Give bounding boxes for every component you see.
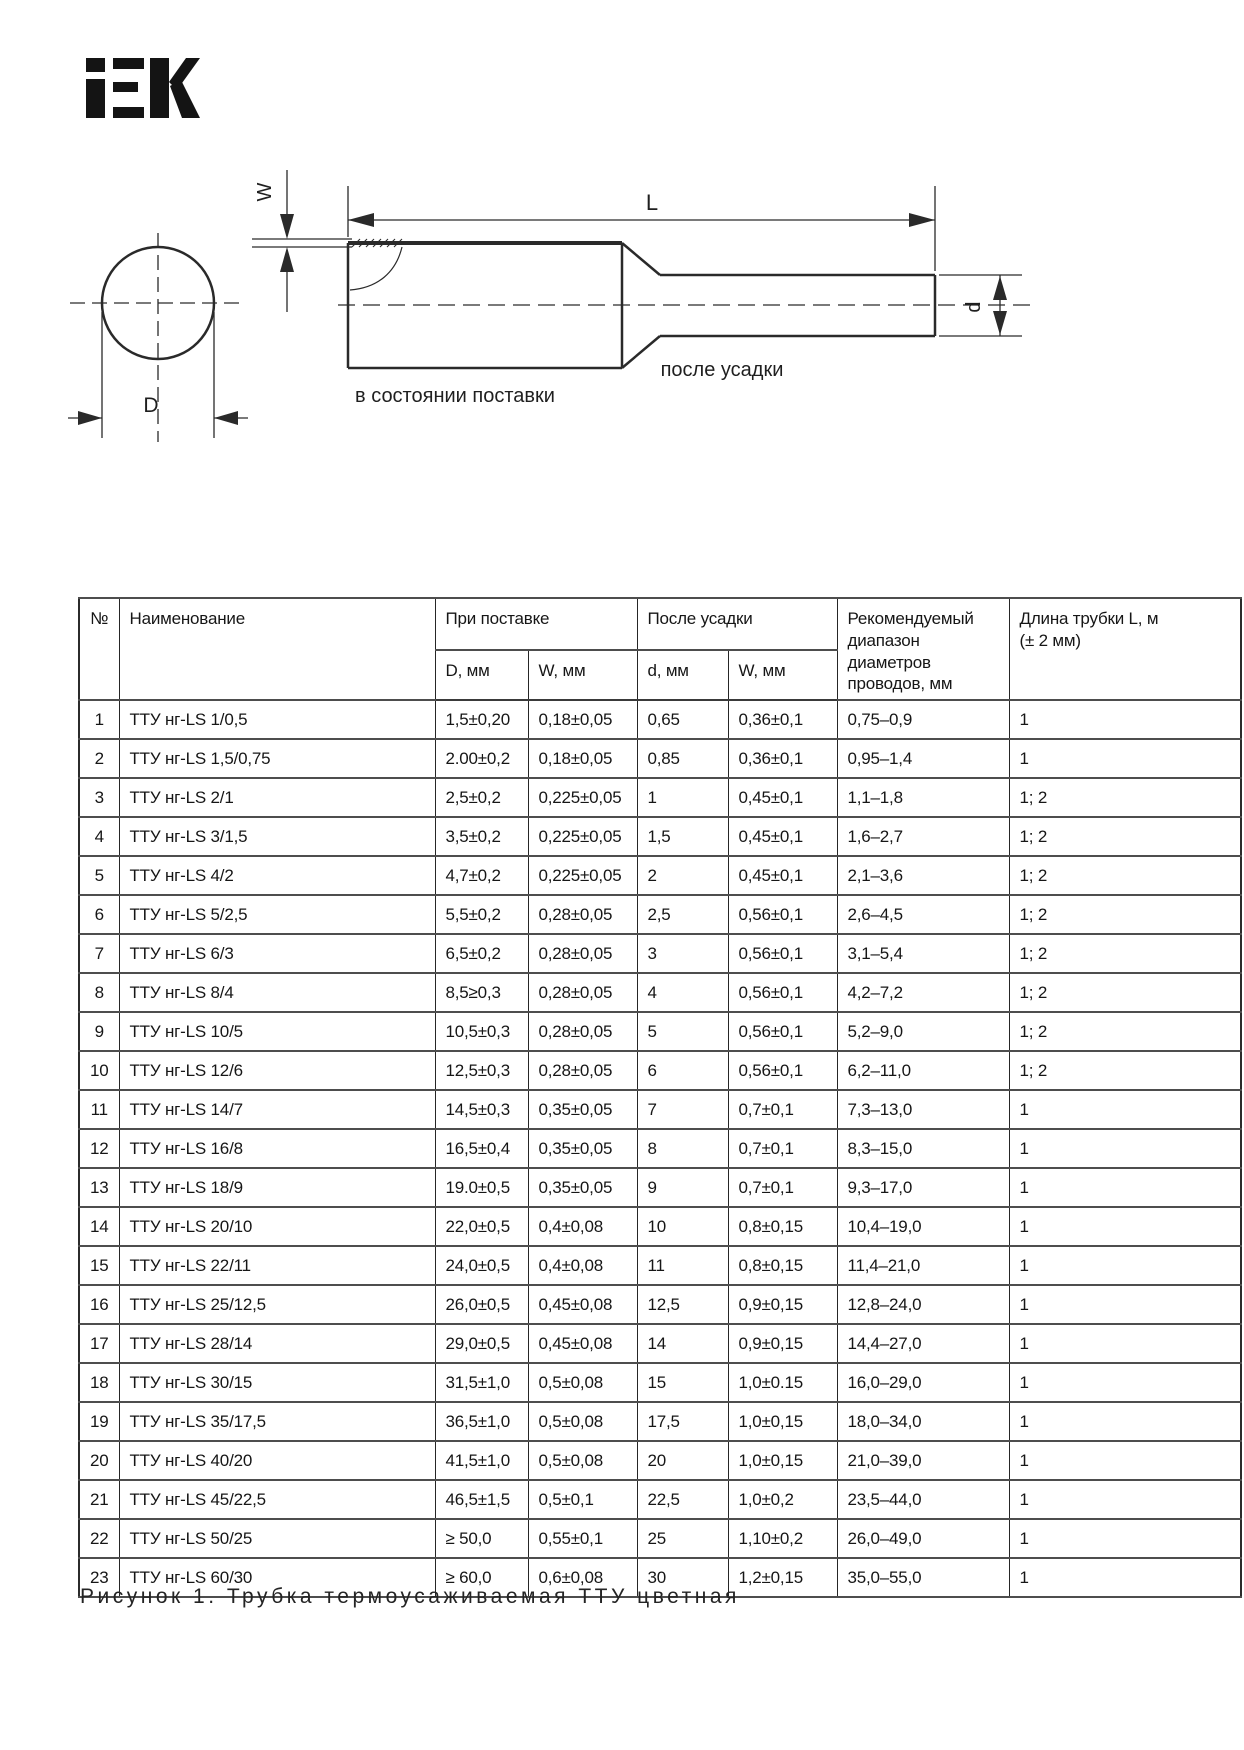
- shrunk-d-cell: 14: [637, 1324, 728, 1363]
- name-cell: ТТУ нг-LS 16/8: [119, 1129, 435, 1168]
- name-cell: ТТУ нг-LS 30/15: [119, 1363, 435, 1402]
- table-row: [79, 1051, 1241, 1090]
- row-number-cell: 3: [79, 778, 119, 817]
- table-row: [79, 973, 1241, 1012]
- logo-e-bottom-bar: [113, 107, 144, 118]
- supply-w-cell: 0,55±0,1: [528, 1519, 637, 1558]
- table-row: [79, 1207, 1241, 1246]
- supply-d-cell: 1,5±0,20: [435, 700, 528, 739]
- l-arrow-right: [909, 213, 935, 227]
- length-cell: 1: [1009, 1363, 1241, 1402]
- row-number-cell: 13: [79, 1168, 119, 1207]
- inner-wall-curve: [350, 247, 402, 290]
- w-arrow-down: [280, 214, 294, 239]
- shrunk-w-cell: 1,0±0,15: [728, 1402, 837, 1441]
- figure-caption: Рисунок 1. Трубка термоусаживаемая ТТУ цветная: [80, 1585, 740, 1608]
- header-tube-length-line2: (± 2 мм): [1019, 630, 1081, 650]
- shrunk-w-cell: 0,36±0,1: [728, 700, 837, 739]
- row-number-cell: 2: [79, 739, 119, 778]
- shrunk-d-cell: 7: [637, 1090, 728, 1129]
- name-cell: ТТУ нг-LS 18/9: [119, 1168, 435, 1207]
- shrunk-w-cell: 0,56±0,1: [728, 1012, 837, 1051]
- wire-range-cell: 5,2–9,0: [837, 1012, 1009, 1051]
- iek-logo: [86, 56, 200, 118]
- shrunk-d-cell: 3: [637, 934, 728, 973]
- supply-d-cell: ≥ 60,0: [435, 1558, 528, 1597]
- wire-range-cell: 2,1–3,6: [837, 856, 1009, 895]
- length-cell: 1: [1009, 1285, 1241, 1324]
- d-arrow-left: [78, 411, 102, 425]
- shrunk-d-cell: 17,5: [637, 1402, 728, 1441]
- name-cell: ТТУ нг-LS 12/6: [119, 1051, 435, 1090]
- small-d-arrow-down: [993, 311, 1007, 335]
- row-number-cell: 21: [79, 1480, 119, 1519]
- shrunk-d-cell: 0,65: [637, 700, 728, 739]
- table-row: [79, 1402, 1241, 1441]
- supply-w-cell: 0,225±0,05: [528, 817, 637, 856]
- supply-w-cell: 0,28±0,05: [528, 973, 637, 1012]
- shrunk-w-cell: 1,0±0,2: [728, 1480, 837, 1519]
- shrunk-w-cell: 0,8±0,15: [728, 1207, 837, 1246]
- l-arrow-left: [348, 213, 374, 227]
- supply-d-cell: 10,5±0,3: [435, 1012, 528, 1051]
- cone-top-edge: [622, 243, 660, 275]
- name-cell: ТТУ нг-LS 1/0,5: [119, 700, 435, 739]
- table-row: [79, 1168, 1241, 1207]
- row-number-cell: 19: [79, 1402, 119, 1441]
- supply-w-cell: 0,5±0,1: [528, 1480, 637, 1519]
- dim-label-L: L: [645, 190, 659, 215]
- supply-w-cell: 0,5±0,08: [528, 1402, 637, 1441]
- shrunk-w-cell: 0,9±0,15: [728, 1285, 837, 1324]
- shrunk-w-cell: 0,45±0,1: [728, 817, 837, 856]
- wire-range-cell: 23,5–44,0: [837, 1480, 1009, 1519]
- row-number-cell: 1: [79, 700, 119, 739]
- logo-i-stem: [86, 79, 105, 118]
- table-row: [79, 1129, 1241, 1168]
- name-cell: ТТУ нг-LS 28/14: [119, 1324, 435, 1363]
- name-cell: ТТУ нг-LS 60/30: [119, 1558, 435, 1597]
- shrunk-d-cell: 25: [637, 1519, 728, 1558]
- length-cell: 1: [1009, 1129, 1241, 1168]
- row-number-cell: 5: [79, 856, 119, 895]
- shrunk-d-cell: 15: [637, 1363, 728, 1402]
- wire-range-cell: 0,95–1,4: [837, 739, 1009, 778]
- table-row: [79, 739, 1241, 778]
- row-number-cell: 10: [79, 1051, 119, 1090]
- length-cell: 1; 2: [1009, 856, 1241, 895]
- wire-range-cell: 16,0–29,0: [837, 1363, 1009, 1402]
- shrunk-w-cell: 0,56±0,1: [728, 895, 837, 934]
- logo-e-top-bar: [113, 58, 144, 69]
- supply-w-cell: 0,45±0,08: [528, 1324, 637, 1363]
- row-number-cell: 12: [79, 1129, 119, 1168]
- logo-k-lower-arm: [170, 80, 200, 118]
- length-cell: 1: [1009, 1168, 1241, 1207]
- supply-w-cell: 0,28±0,05: [528, 895, 637, 934]
- length-cell: 1; 2: [1009, 973, 1241, 1012]
- supply-d-cell: 31,5±1,0: [435, 1363, 528, 1402]
- label-shrunk-state: после усадки: [660, 359, 784, 381]
- supply-d-cell: 2.00±0,2: [435, 739, 528, 778]
- wire-range-cell: 0,75–0,9: [837, 700, 1009, 739]
- supply-d-cell: 46,5±1,5: [435, 1480, 528, 1519]
- shrunk-w-cell: 1,2±0,15: [728, 1558, 837, 1597]
- shrunk-w-cell: 0,8±0,15: [728, 1246, 837, 1285]
- supply-w-cell: 0,5±0,08: [528, 1363, 637, 1402]
- header-tube-length: [1009, 598, 1241, 700]
- subheader-supply-W: W, мм: [528, 650, 637, 700]
- table-row: [79, 1246, 1241, 1285]
- w-arrow-up: [280, 247, 294, 272]
- table-row: [79, 1285, 1241, 1324]
- shrunk-w-cell: 1,0±0,15: [728, 1441, 837, 1480]
- table-row: [79, 934, 1241, 973]
- logo-k-stem: [150, 58, 169, 118]
- wire-range-cell: 2,6–4,5: [837, 895, 1009, 934]
- length-cell: 1: [1009, 739, 1241, 778]
- header-tube-length-line1: Длина трубки L, м: [1019, 609, 1159, 628]
- table-row: [79, 1480, 1241, 1519]
- length-cell: 1; 2: [1009, 895, 1241, 934]
- supply-d-cell: 4,7±0,2: [435, 856, 528, 895]
- subheader-supply-D: D, мм: [435, 650, 528, 700]
- wire-range-cell: 14,4–27,0: [837, 1324, 1009, 1363]
- wire-range-cell: 26,0–49,0: [837, 1519, 1009, 1558]
- wire-range-cell: 12,8–24,0: [837, 1285, 1009, 1324]
- length-cell: 1: [1009, 1441, 1241, 1480]
- header-name: Наименование: [119, 598, 435, 700]
- supply-d-cell: 41,5±1,0: [435, 1441, 528, 1480]
- spec-table: [78, 597, 1242, 1598]
- supply-d-cell: 2,5±0,2: [435, 778, 528, 817]
- row-number-cell: 9: [79, 1012, 119, 1051]
- row-number-cell: 4: [79, 817, 119, 856]
- length-cell: 1: [1009, 1207, 1241, 1246]
- shrunk-d-cell: 1: [637, 778, 728, 817]
- shrunk-d-cell: 12,5: [637, 1285, 728, 1324]
- supply-d-cell: 6,5±0,2: [435, 934, 528, 973]
- spec-table-body: [79, 700, 1241, 1597]
- supply-w-cell: 0,5±0,08: [528, 1441, 637, 1480]
- row-number-cell: 22: [79, 1519, 119, 1558]
- wire-range-cell: 8,3–15,0: [837, 1129, 1009, 1168]
- name-cell: ТТУ нг-LS 25/12,5: [119, 1285, 435, 1324]
- table-row: [79, 817, 1241, 856]
- row-number-cell: 20: [79, 1441, 119, 1480]
- name-cell: ТТУ нг-LS 50/25: [119, 1519, 435, 1558]
- subheader-shrunk-W: W, мм: [728, 650, 837, 700]
- length-cell: 1; 2: [1009, 817, 1241, 856]
- name-cell: ТТУ нг-LS 8/4: [119, 973, 435, 1012]
- shrunk-d-cell: 2: [637, 856, 728, 895]
- supply-d-cell: 26,0±0,5: [435, 1285, 528, 1324]
- row-number-cell: 11: [79, 1090, 119, 1129]
- table-row: [79, 1012, 1241, 1051]
- wire-range-cell: 11,4–21,0: [837, 1246, 1009, 1285]
- table-row: [79, 1519, 1241, 1558]
- logo-e-mid-bar: [113, 82, 138, 92]
- header-wire-range: Рекомендуемый диапазон диаметров проводов, мм: [837, 598, 1009, 700]
- length-cell: 1; 2: [1009, 1012, 1241, 1051]
- shrunk-w-cell: 0,7±0,1: [728, 1168, 837, 1207]
- length-cell: 1: [1009, 1246, 1241, 1285]
- name-cell: ТТУ нг-LS 22/11: [119, 1246, 435, 1285]
- shrunk-d-cell: 6: [637, 1051, 728, 1090]
- supply-d-cell: 8,5≥0,3: [435, 973, 528, 1012]
- supply-w-cell: 0,4±0,08: [528, 1246, 637, 1285]
- supply-w-cell: 0,28±0,05: [528, 1051, 637, 1090]
- shrunk-w-cell: 1,0±0.15: [728, 1363, 837, 1402]
- name-cell: ТТУ нг-LS 14/7: [119, 1090, 435, 1129]
- table-row: [79, 778, 1241, 817]
- wire-range-cell: 6,2–11,0: [837, 1051, 1009, 1090]
- name-cell: ТТУ нг-LS 1,5/0,75: [119, 739, 435, 778]
- table-row: [79, 700, 1241, 739]
- supply-d-cell: 19.0±0,5: [435, 1168, 528, 1207]
- shrunk-d-cell: 20: [637, 1441, 728, 1480]
- length-cell: 1: [1009, 1090, 1241, 1129]
- header-group-shrunk: После усадки: [637, 598, 837, 650]
- header-group-supply: При поставке: [435, 598, 637, 650]
- length-cell: 1; 2: [1009, 778, 1241, 817]
- row-number-cell: 15: [79, 1246, 119, 1285]
- supply-w-cell: 0,35±0,05: [528, 1090, 637, 1129]
- wire-range-cell: 4,2–7,2: [837, 973, 1009, 1012]
- d-arrow-right: [214, 411, 238, 425]
- shrunk-w-cell: 0,36±0,1: [728, 739, 837, 778]
- shrunk-w-cell: 0,7±0,1: [728, 1090, 837, 1129]
- supply-w-cell: 0,18±0,05: [528, 739, 637, 778]
- row-number-cell: 17: [79, 1324, 119, 1363]
- table-row: [79, 1441, 1241, 1480]
- shrunk-d-cell: 22,5: [637, 1480, 728, 1519]
- wire-range-cell: 1,1–1,8: [837, 778, 1009, 817]
- supply-d-cell: 36,5±1,0: [435, 1402, 528, 1441]
- supply-w-cell: 0,28±0,05: [528, 1012, 637, 1051]
- dim-label-W: W: [254, 182, 276, 202]
- supply-w-cell: 0,18±0,05: [528, 700, 637, 739]
- shrunk-w-cell: 0,56±0,1: [728, 934, 837, 973]
- subheader-shrunk-d: d, мм: [637, 650, 728, 700]
- name-cell: ТТУ нг-LS 20/10: [119, 1207, 435, 1246]
- wire-range-cell: 35,0–55,0: [837, 1558, 1009, 1597]
- shrunk-w-cell: 0,45±0,1: [728, 856, 837, 895]
- name-cell: ТТУ нг-LS 5/2,5: [119, 895, 435, 934]
- table-row: [79, 1363, 1241, 1402]
- name-cell: ТТУ нг-LS 35/17,5: [119, 1402, 435, 1441]
- length-cell: 1: [1009, 1480, 1241, 1519]
- table-row: [79, 1090, 1241, 1129]
- logo-i-dot: [86, 58, 105, 72]
- name-cell: ТТУ нг-LS 4/2: [119, 856, 435, 895]
- header-row-number: №: [79, 598, 119, 700]
- shrunk-w-cell: 0,7±0,1: [728, 1129, 837, 1168]
- dim-label-small-d: d: [963, 301, 985, 313]
- table-row: [79, 1324, 1241, 1363]
- tube-technical-drawing: [0, 140, 1244, 470]
- length-cell: 1: [1009, 1324, 1241, 1363]
- shrunk-d-cell: 9: [637, 1168, 728, 1207]
- supply-d-cell: 12,5±0,3: [435, 1051, 528, 1090]
- small-d-arrow-up: [993, 276, 1007, 300]
- wire-range-cell: 7,3–13,0: [837, 1090, 1009, 1129]
- table-row: [79, 856, 1241, 895]
- supply-w-cell: 0,45±0,08: [528, 1285, 637, 1324]
- length-cell: 1; 2: [1009, 1051, 1241, 1090]
- row-number-cell: 16: [79, 1285, 119, 1324]
- wire-range-cell: 10,4–19,0: [837, 1207, 1009, 1246]
- name-cell: ТТУ нг-LS 2/1: [119, 778, 435, 817]
- shrunk-d-cell: 8: [637, 1129, 728, 1168]
- wire-range-cell: 21,0–39,0: [837, 1441, 1009, 1480]
- supply-d-cell: 3,5±0,2: [435, 817, 528, 856]
- shrunk-w-cell: 1,10±0,2: [728, 1519, 837, 1558]
- supply-d-cell: 24,0±0,5: [435, 1246, 528, 1285]
- shrunk-d-cell: 5: [637, 1012, 728, 1051]
- supply-d-cell: 14,5±0,3: [435, 1090, 528, 1129]
- supply-d-cell: 22,0±0,5: [435, 1207, 528, 1246]
- supply-d-cell: 16,5±0,4: [435, 1129, 528, 1168]
- name-cell: ТТУ нг-LS 3/1,5: [119, 817, 435, 856]
- wire-range-cell: 9,3–17,0: [837, 1168, 1009, 1207]
- row-number-cell: 8: [79, 973, 119, 1012]
- length-cell: 1: [1009, 1402, 1241, 1441]
- supply-d-cell: 29,0±0,5: [435, 1324, 528, 1363]
- supply-w-cell: 0,28±0,05: [528, 934, 637, 973]
- shrunk-d-cell: 0,85: [637, 739, 728, 778]
- shrunk-d-cell: 11: [637, 1246, 728, 1285]
- dim-label-D: D: [143, 394, 159, 417]
- shrunk-w-cell: 0,56±0,1: [728, 1051, 837, 1090]
- wire-range-cell: 18,0–34,0: [837, 1402, 1009, 1441]
- name-cell: ТТУ нг-LS 10/5: [119, 1012, 435, 1051]
- name-cell: ТТУ нг-LS 6/3: [119, 934, 435, 973]
- supply-w-cell: 0,225±0,05: [528, 856, 637, 895]
- shrunk-d-cell: 2,5: [637, 895, 728, 934]
- supply-w-cell: 0,225±0,05: [528, 778, 637, 817]
- shrunk-d-cell: 30: [637, 1558, 728, 1597]
- shrunk-w-cell: 0,45±0,1: [728, 778, 837, 817]
- row-number-cell: 18: [79, 1363, 119, 1402]
- supply-w-cell: 0,35±0,05: [528, 1129, 637, 1168]
- wire-range-cell: 3,1–5,4: [837, 934, 1009, 973]
- table-row: [79, 895, 1241, 934]
- name-cell: ТТУ нг-LS 40/20: [119, 1441, 435, 1480]
- row-number-cell: 6: [79, 895, 119, 934]
- supply-w-cell: 0,35±0,05: [528, 1168, 637, 1207]
- cone-bottom-edge: [622, 336, 660, 368]
- label-supplied-state: в состоянии поставки: [355, 385, 555, 407]
- row-number-cell: 7: [79, 934, 119, 973]
- supply-w-cell: 0,4±0,08: [528, 1207, 637, 1246]
- supply-d-cell: ≥ 50,0: [435, 1519, 528, 1558]
- length-cell: 1; 2: [1009, 934, 1241, 973]
- supply-d-cell: 5,5±0,2: [435, 895, 528, 934]
- length-cell: 1: [1009, 1558, 1241, 1597]
- shrunk-w-cell: 0,9±0,15: [728, 1324, 837, 1363]
- name-cell: ТТУ нг-LS 45/22,5: [119, 1480, 435, 1519]
- supply-w-cell: 0,6±0,08: [528, 1558, 637, 1597]
- length-cell: 1: [1009, 1519, 1241, 1558]
- shrunk-d-cell: 4: [637, 973, 728, 1012]
- wire-range-cell: 1,6–2,7: [837, 817, 1009, 856]
- shrunk-d-cell: 10: [637, 1207, 728, 1246]
- shrunk-w-cell: 0,56±0,1: [728, 973, 837, 1012]
- row-number-cell: 23: [79, 1558, 119, 1597]
- length-cell: 1: [1009, 700, 1241, 739]
- row-number-cell: 14: [79, 1207, 119, 1246]
- shrunk-d-cell: 1,5: [637, 817, 728, 856]
